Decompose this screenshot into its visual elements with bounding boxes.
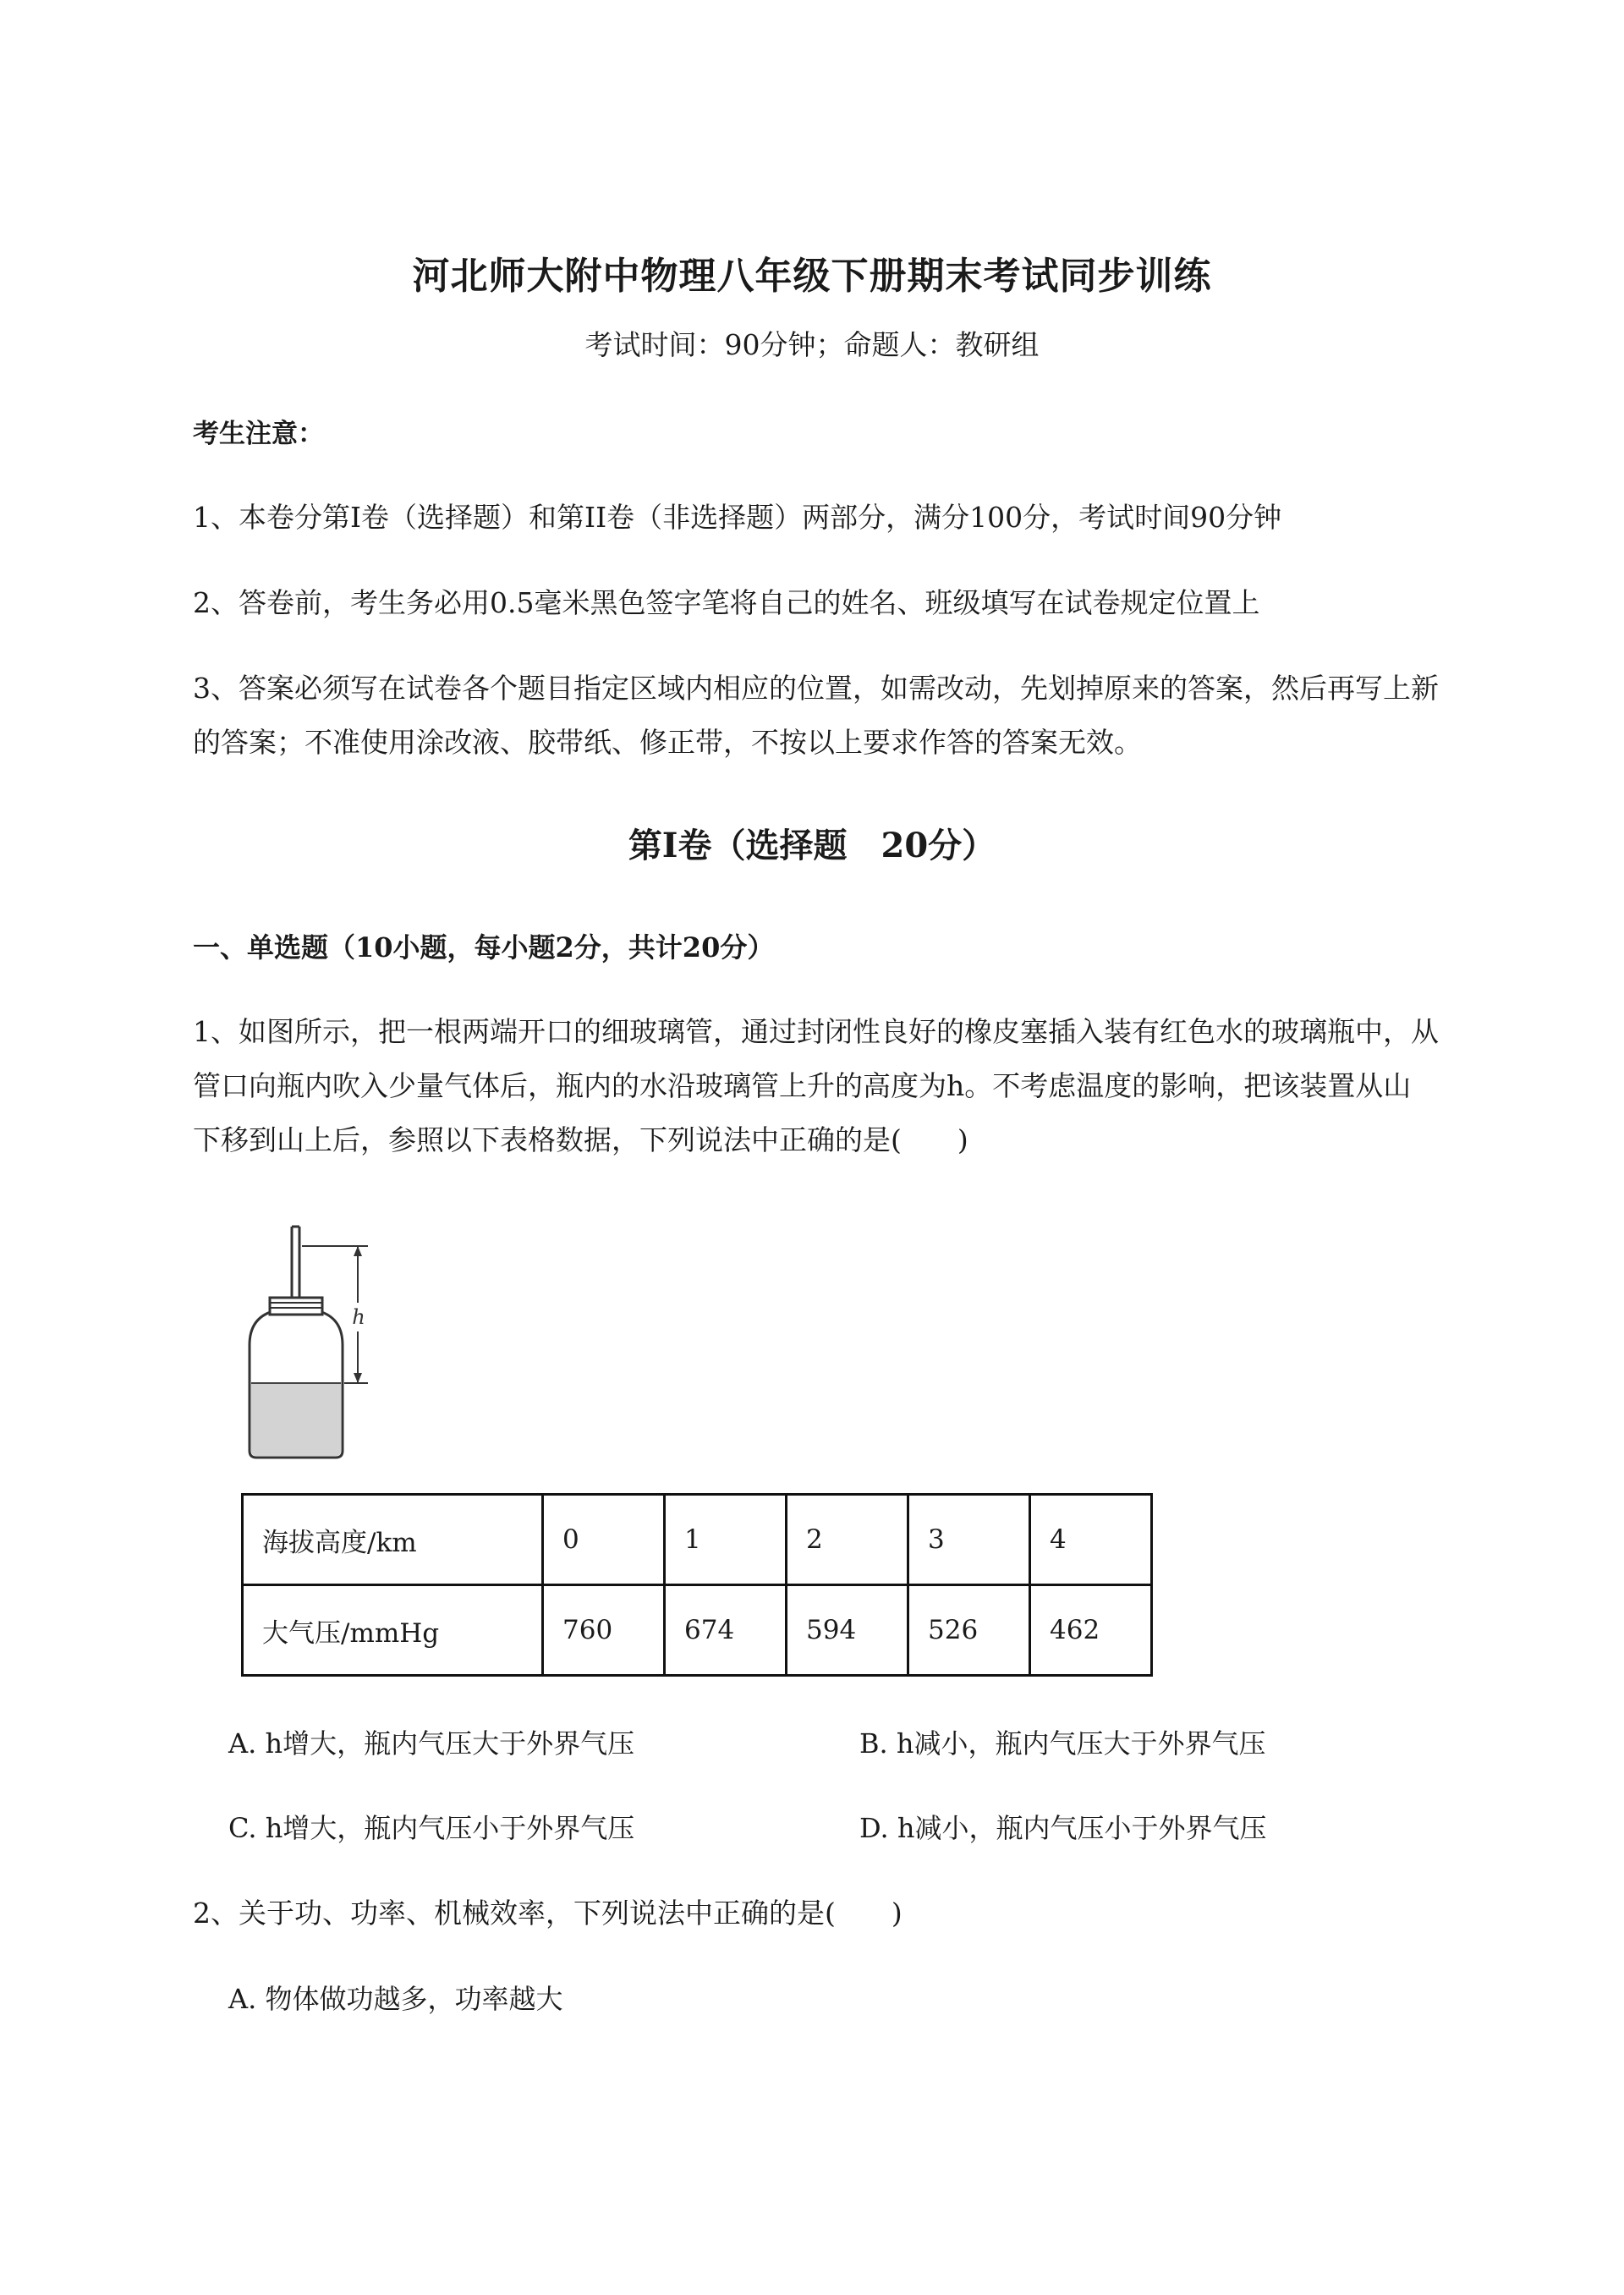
table-cell: 海拔高度/km bbox=[243, 1495, 543, 1585]
table-cell: 4 bbox=[1030, 1495, 1152, 1585]
section-title: 第I卷（选择题 20分） bbox=[628, 826, 996, 865]
question-1-option-a[interactable]: A. h增大，瓶内气压大于外界气压 bbox=[228, 1727, 635, 1760]
table-cell: 674 bbox=[665, 1585, 787, 1676]
question-2-option-a[interactable]: A. 物体做功越多，功率越大 bbox=[228, 1983, 563, 2015]
question-1-line-1: 1、如图所示，把一根两端开口的细玻璃管，通过封闭性良好的橡皮塞插入装有红色水的玻璃瓶中，从 bbox=[193, 1015, 1439, 1048]
question-2-stem: 2、关于功、功率、机械效率，下列说法中正确的是( ) bbox=[193, 1897, 903, 1930]
page-title: 河北师大附中物理八年级下册期末考试同步训练 bbox=[412, 255, 1212, 298]
notice-heading: 考生注意： bbox=[193, 419, 324, 449]
altitude-pressure-table bbox=[241, 1493, 1153, 1677]
table-cell: 462 bbox=[1030, 1585, 1152, 1676]
table-row bbox=[243, 1495, 1152, 1585]
question-1-option-d[interactable]: D. h减小，瓶内气压小于外界气压 bbox=[859, 1812, 1267, 1844]
bottle-figure bbox=[233, 1218, 385, 1472]
table-cell: 0 bbox=[543, 1495, 665, 1585]
table-cell: 2 bbox=[787, 1495, 908, 1585]
table-cell: 3 bbox=[908, 1495, 1030, 1585]
part-heading: 一、单选题（10小题，每小题2分，共计20分） bbox=[193, 931, 775, 964]
question-1-line-2: 管口向瓶内吹入少量气体后，瓶内的水沿玻璃管上升的高度为h。不考虑温度的影响，把该装置从山 bbox=[193, 1069, 1412, 1102]
table-cell: 526 bbox=[908, 1585, 1030, 1676]
question-1-line-3: 下移到山上后，参照以下表格数据，下列说法中正确的是( ) bbox=[193, 1123, 968, 1156]
table-row bbox=[243, 1585, 1152, 1676]
table-cell: 1 bbox=[665, 1495, 787, 1585]
height-label-h: h bbox=[352, 1305, 365, 1329]
notice-item-3-line-2: 的答案；不准使用涂改液、胶带纸、修正带，不按以上要求作答的答案无效。 bbox=[193, 726, 1142, 759]
table-cell: 大气压/mmHg bbox=[243, 1585, 543, 1676]
notice-item-3-line-1: 3、答案必须写在试卷各个题目指定区域内相应的位置，如需改动，先划掉原来的答案，然后再写上新 bbox=[193, 672, 1439, 705]
notice-item-1: 1、本卷分第I卷（选择题）和第II卷（非选择题）两部分，满分100分，考试时间90分钟 bbox=[193, 501, 1282, 534]
exam-info: 考试时间：90分钟；命题人：教研组 bbox=[584, 328, 1040, 361]
table-cell: 594 bbox=[787, 1585, 908, 1676]
question-1-option-b[interactable]: B. h减小，瓶内气压大于外界气压 bbox=[859, 1727, 1266, 1760]
table-cell: 760 bbox=[543, 1585, 665, 1676]
notice-item-2: 2、答卷前，考生务必用0.5毫米黑色签字笔将自己的姓名、班级填写在试卷规定位置上 bbox=[193, 586, 1260, 619]
question-1-option-c[interactable]: C. h增大，瓶内气压小于外界气压 bbox=[228, 1812, 635, 1844]
